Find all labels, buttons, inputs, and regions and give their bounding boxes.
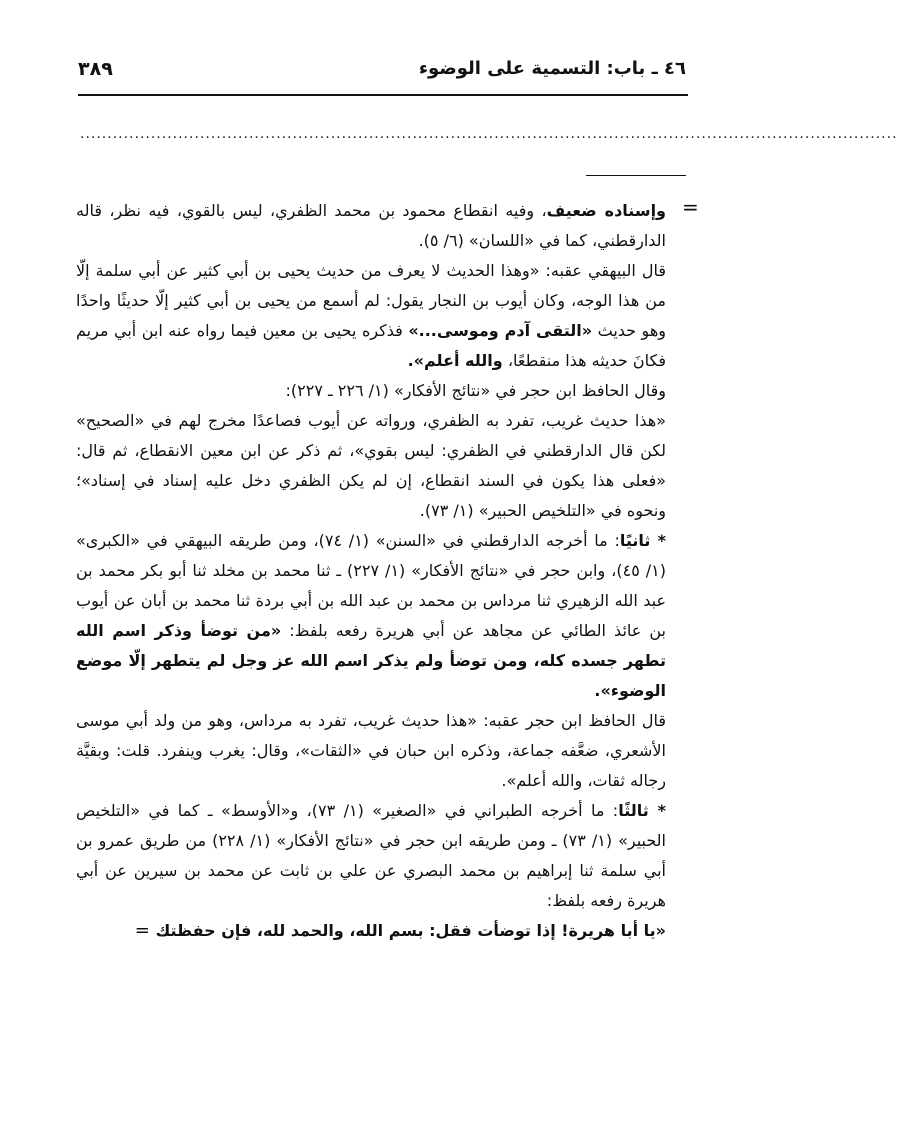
paragraph-segment: «التقى آدم وموسى...» — [408, 321, 593, 340]
footnote-rule — [586, 175, 686, 176]
page-header — [78, 54, 686, 94]
paragraph-segment: وإسناده ضعيف — [546, 201, 666, 220]
header-rule — [78, 94, 688, 96]
paragraph — [76, 796, 666, 916]
paragraph — [76, 706, 666, 796]
paragraph-segment: * ثانيًا — [619, 531, 666, 550]
paragraph-segment: : ما أخرجه الدارقطني في «السنن» (١/ ٧٤)، ومن طريقه البيهقي في «الكبرى» (١/ ٤٥)، وابن حجر في «نتائج الأفكار» (١/ ٢٢٧) ـ ثنا محمد بن مخلد ثنا أبو بكر محمد بن عبد الله الزهيري ثنا مرداس بن محمد بن عبد الله بن أبي بردة ثنا محمد بن أبان عن أيوب بن عائذ الطائي عن مجاهد عن أبي هريرة رفعه بلفظ: — [76, 531, 666, 640]
paragraph-segment: قال البيهقي عقبه: «وهذا الحديث لا يعرف من حديث يحيى بن أبي كثير عن أبي سلمة إلّا من هذا الوجه، وكان أيوب بن النجار يقول: لم أسمع من يحيى بن أبي كثير إلّا حديثًا واحدًا وهو حديث — [76, 261, 666, 340]
paragraph-segment: = — [134, 920, 156, 941]
paragraph-segment: «من توضأ وذكر اسم الله تطهر جسده كله، ومن توضأ ولم يذكر اسم الله عز وجل لم يتطهر إلّا موضع الوضوء». — [76, 621, 666, 700]
continuation-mark: = — [682, 195, 699, 219]
footnote-body — [76, 196, 666, 946]
paragraph-segment: فذكره يحيى بن معين فيما رواه عنه ابن أبي مريم فكانَ حديثه هذا منقطعًا، — [76, 321, 666, 370]
paragraph-segment: والله أعلم». — [407, 351, 503, 370]
paragraph — [76, 526, 666, 706]
paragraph-segment: : ما أخرجه الطبراني في «الصغير» (١/ ٧٣)، و«الأوسط» ـ كما في «التلخيص الحبير» (١/ ٧٣) ـ ومن طريقه ابن حجر في «نتائج الأفكار» (١/ ٢٢٨) من طريق عمرو بن أبي سلمة ثنا إبراهيم بن محمد البصري عن علي بن ثابت عن محمد بن سيرين عن أبي هريرة رفعه بلفظ: — [76, 801, 667, 910]
paragraph-segment: قال الحافظ ابن حجر عقبه: «هذا حديث غريب، تفرد به مرداس، وهو من ولد أبي موسى الأشعري، ضعَّفه جماعة، وذكره ابن حبان في «الثقات»، وقال: يغرب وينفرد. قلت: وبقيَّة رجاله ثقات، والله أعلم». — [76, 711, 666, 790]
paragraph-segment: وقال الحافظ ابن حجر في «نتائج الأفكار» (١/ ٢٢٦ ـ ٢٢٧): — [285, 381, 666, 400]
paragraph — [76, 376, 666, 406]
dotted-separator: ...................................................................................................................................................... — [80, 126, 898, 142]
paragraph — [76, 256, 666, 376]
page-number: ٣٨٩ — [78, 58, 113, 80]
chapter-title: ٤٦ ـ باب: التسمية على الوضوء — [418, 58, 686, 79]
paragraph — [76, 916, 666, 946]
paragraph-segment: ، وفيه انقطاع محمود بن محمد الظفري، ليس بالقوي، فيه نظر، قاله الدارقطني، كما في «اللسان» (٦/ ٥). — [76, 201, 666, 250]
paragraph — [76, 196, 666, 256]
paragraph — [76, 406, 666, 526]
paragraph-segment: «هذا حديث غريب، تفرد به الظفري، ورواته عن أيوب فصاعدًا مخرج لهم في «الصحيح» لكن قال الدارقطني في الظفري: ليس بقوي»، ثم ذكر عن ابن معين الانقطاع، ثم قال: «فعلى هذا يكون في السند انقطاع، إن لم يكن الظفري دخل عليه إسناد في إسناد»؛ ونحوه في «التلخيص الحبير» (١/ ٧٣). — [76, 411, 666, 520]
paragraph-segment: «يا أبا هريرة! إذا توضأت فقل: بسم الله، والحمد لله، فإن حفظتك — [155, 921, 666, 940]
paragraph-segment: * ثالثًا — [618, 801, 667, 820]
